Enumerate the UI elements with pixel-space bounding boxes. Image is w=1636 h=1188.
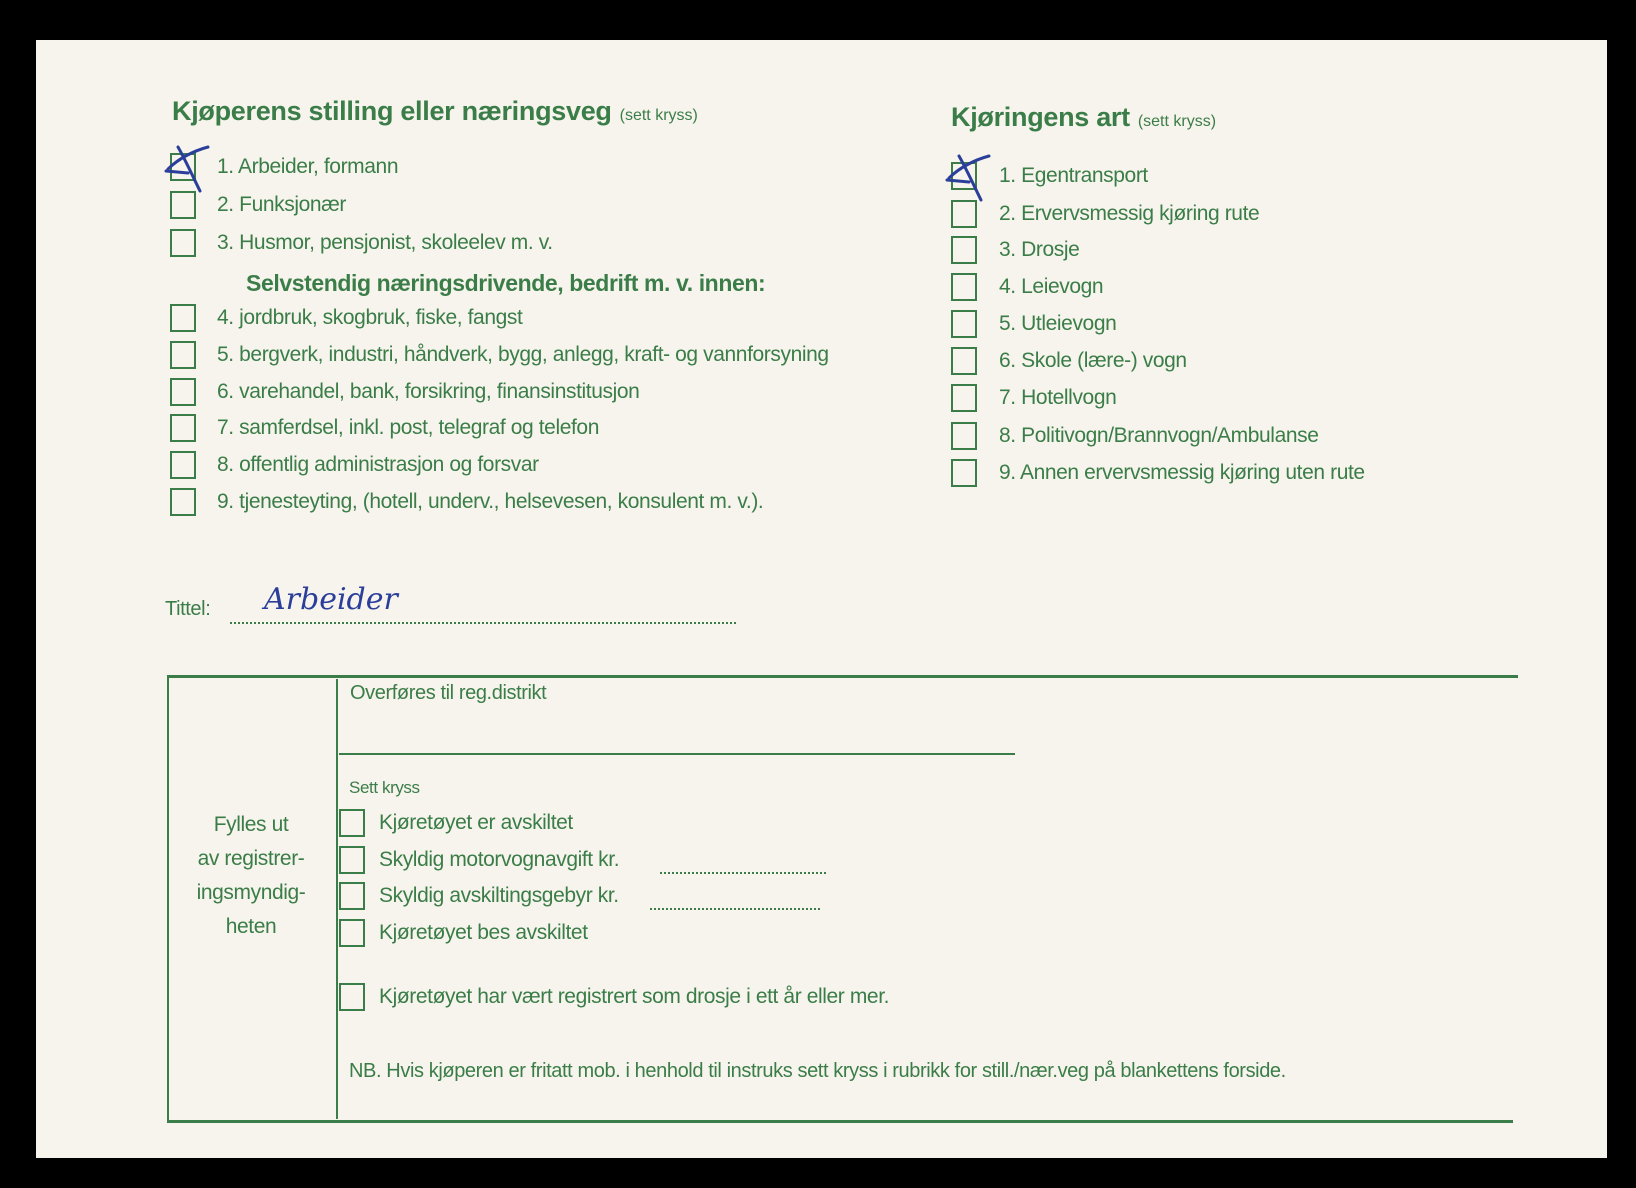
box-left-border [167,676,169,1122]
driving-option-label: 2. Ervervsmessig kjøring rute [999,202,1260,225]
buyer-option-label: 1. Arbeider, formann [217,155,399,178]
registry-option-label: Skyldig motorvognavgift kr. [379,848,620,871]
buyer-option-checkbox[interactable] [170,378,196,406]
driving-option-checkbox[interactable] [951,310,977,338]
registry-option-label: Kjøretøyet bes avskiltet [379,921,588,944]
registry-side-label [180,808,322,944]
box-divider [336,679,338,1119]
title-field-label: Tittel: [165,598,211,620]
self-employed-subheading: Selvstendig næringsdrivende, bedrift m. v. innen: [246,270,766,296]
registry-option-label: Kjøretøyet er avskiltet [379,811,573,834]
side-label-line: heten [225,915,277,938]
driving-section-title [951,102,1216,133]
buyer-option-label: 6. varehandel, bank, forsikring, finansinstitusjon [217,380,640,403]
registry-option-label: Skyldig avskiltingsgebyr kr. [379,884,619,907]
driving-title-text: Kjøringens art [951,102,1130,132]
buyer-option-checkbox[interactable] [170,451,196,479]
registry-option-checkbox[interactable] [339,919,365,947]
driving-option-checkbox[interactable] [951,347,977,375]
buyer-title-text: Kjøperens stilling eller næringsveg [172,96,612,126]
driving-option-label: 1. Egentransport [999,164,1148,187]
nb-note: NB. Hvis kjøperen er fritatt mob. i henhold til instruks sett kryss i rubrikk for still./nær.veg på blankettens forside. [349,1060,1286,1082]
buyer-option-checkbox[interactable] [170,191,196,219]
driving-option-label: 3. Drosje [999,238,1080,261]
buyer-option-label: 9. tjenesteyting, (hotell, underv., helsevesen, konsulent m. v.). [217,490,764,513]
driving-option-label: 6. Skole (lære-) vogn [999,349,1187,372]
driving-option-checkbox[interactable] [951,384,977,412]
driving-option-checkbox[interactable] [951,200,977,228]
buyer-option-label: 4. jordbruk, skogbruk, fiske, fangst [217,306,523,329]
driving-option-label: 7. Hotellvogn [999,386,1117,409]
driving-option-label: 9. Annen ervervsmessig kjøring uten rute [999,461,1365,484]
transfer-district-label: Overføres til reg.distrikt [350,682,547,704]
driving-option-checkbox[interactable] [951,236,977,264]
registry-option-checkbox[interactable] [339,983,365,1011]
check-hint: Sett kryss [349,778,420,797]
side-label-line: Fylles ut [213,813,289,836]
buyer-option-label: 2. Funksjonær [217,193,347,216]
side-label-line: ingsmyndig- [196,881,306,904]
driving-option-label: 5. Utleievogn [999,312,1117,335]
plate-fee-amount-line[interactable] [650,908,820,910]
driving-option-label: 4. Leievogn [999,275,1104,298]
buyer-hint: (sett kryss) [619,107,698,124]
transfer-district-line[interactable] [339,753,1015,755]
registry-option-checkbox[interactable] [339,846,365,874]
driving-option-checkbox[interactable] [951,459,977,487]
box-top-border [167,675,1518,678]
registry-option-label: Kjøretøyet har vært registrert som drosje i ett år eller mer. [379,985,890,1008]
buyer-section-title [172,96,698,127]
registry-option-checkbox[interactable] [339,809,365,837]
registry-option-checkbox[interactable] [339,882,365,910]
handwritten-cross-mark [158,139,228,199]
buyer-option-checkbox[interactable] [170,488,196,516]
driving-option-label: 8. Politivogn/Brannvogn/Ambulanse [999,424,1319,447]
buyer-option-checkbox[interactable] [170,229,196,257]
buyer-option-label: 3. Husmor, pensjonist, skoleelev m. v. [217,231,553,254]
box-bottom-border [167,1120,1513,1123]
motor-fee-amount-line[interactable] [660,872,826,874]
buyer-option-label: 7. samferdsel, inkl. post, telegraf og telefon [217,416,599,439]
buyer-option-checkbox[interactable] [170,341,196,369]
handwritten-cross-mark [939,148,1009,208]
side-label-line: av registrer- [197,847,305,870]
driving-hint: (sett kryss) [1137,113,1217,130]
title-field-line [230,622,736,624]
title-field-value[interactable]: Arbeider [264,582,398,617]
buyer-option-label: 5. bergverk, industri, håndverk, bygg, anlegg, kraft- og vannforsyning [217,343,829,366]
buyer-option-checkbox[interactable] [170,414,196,442]
buyer-option-label: 8. offentlig administrasjon og forsvar [217,453,539,476]
driving-option-checkbox[interactable] [951,422,977,450]
buyer-option-checkbox[interactable] [170,304,196,332]
driving-option-checkbox[interactable] [951,273,977,301]
